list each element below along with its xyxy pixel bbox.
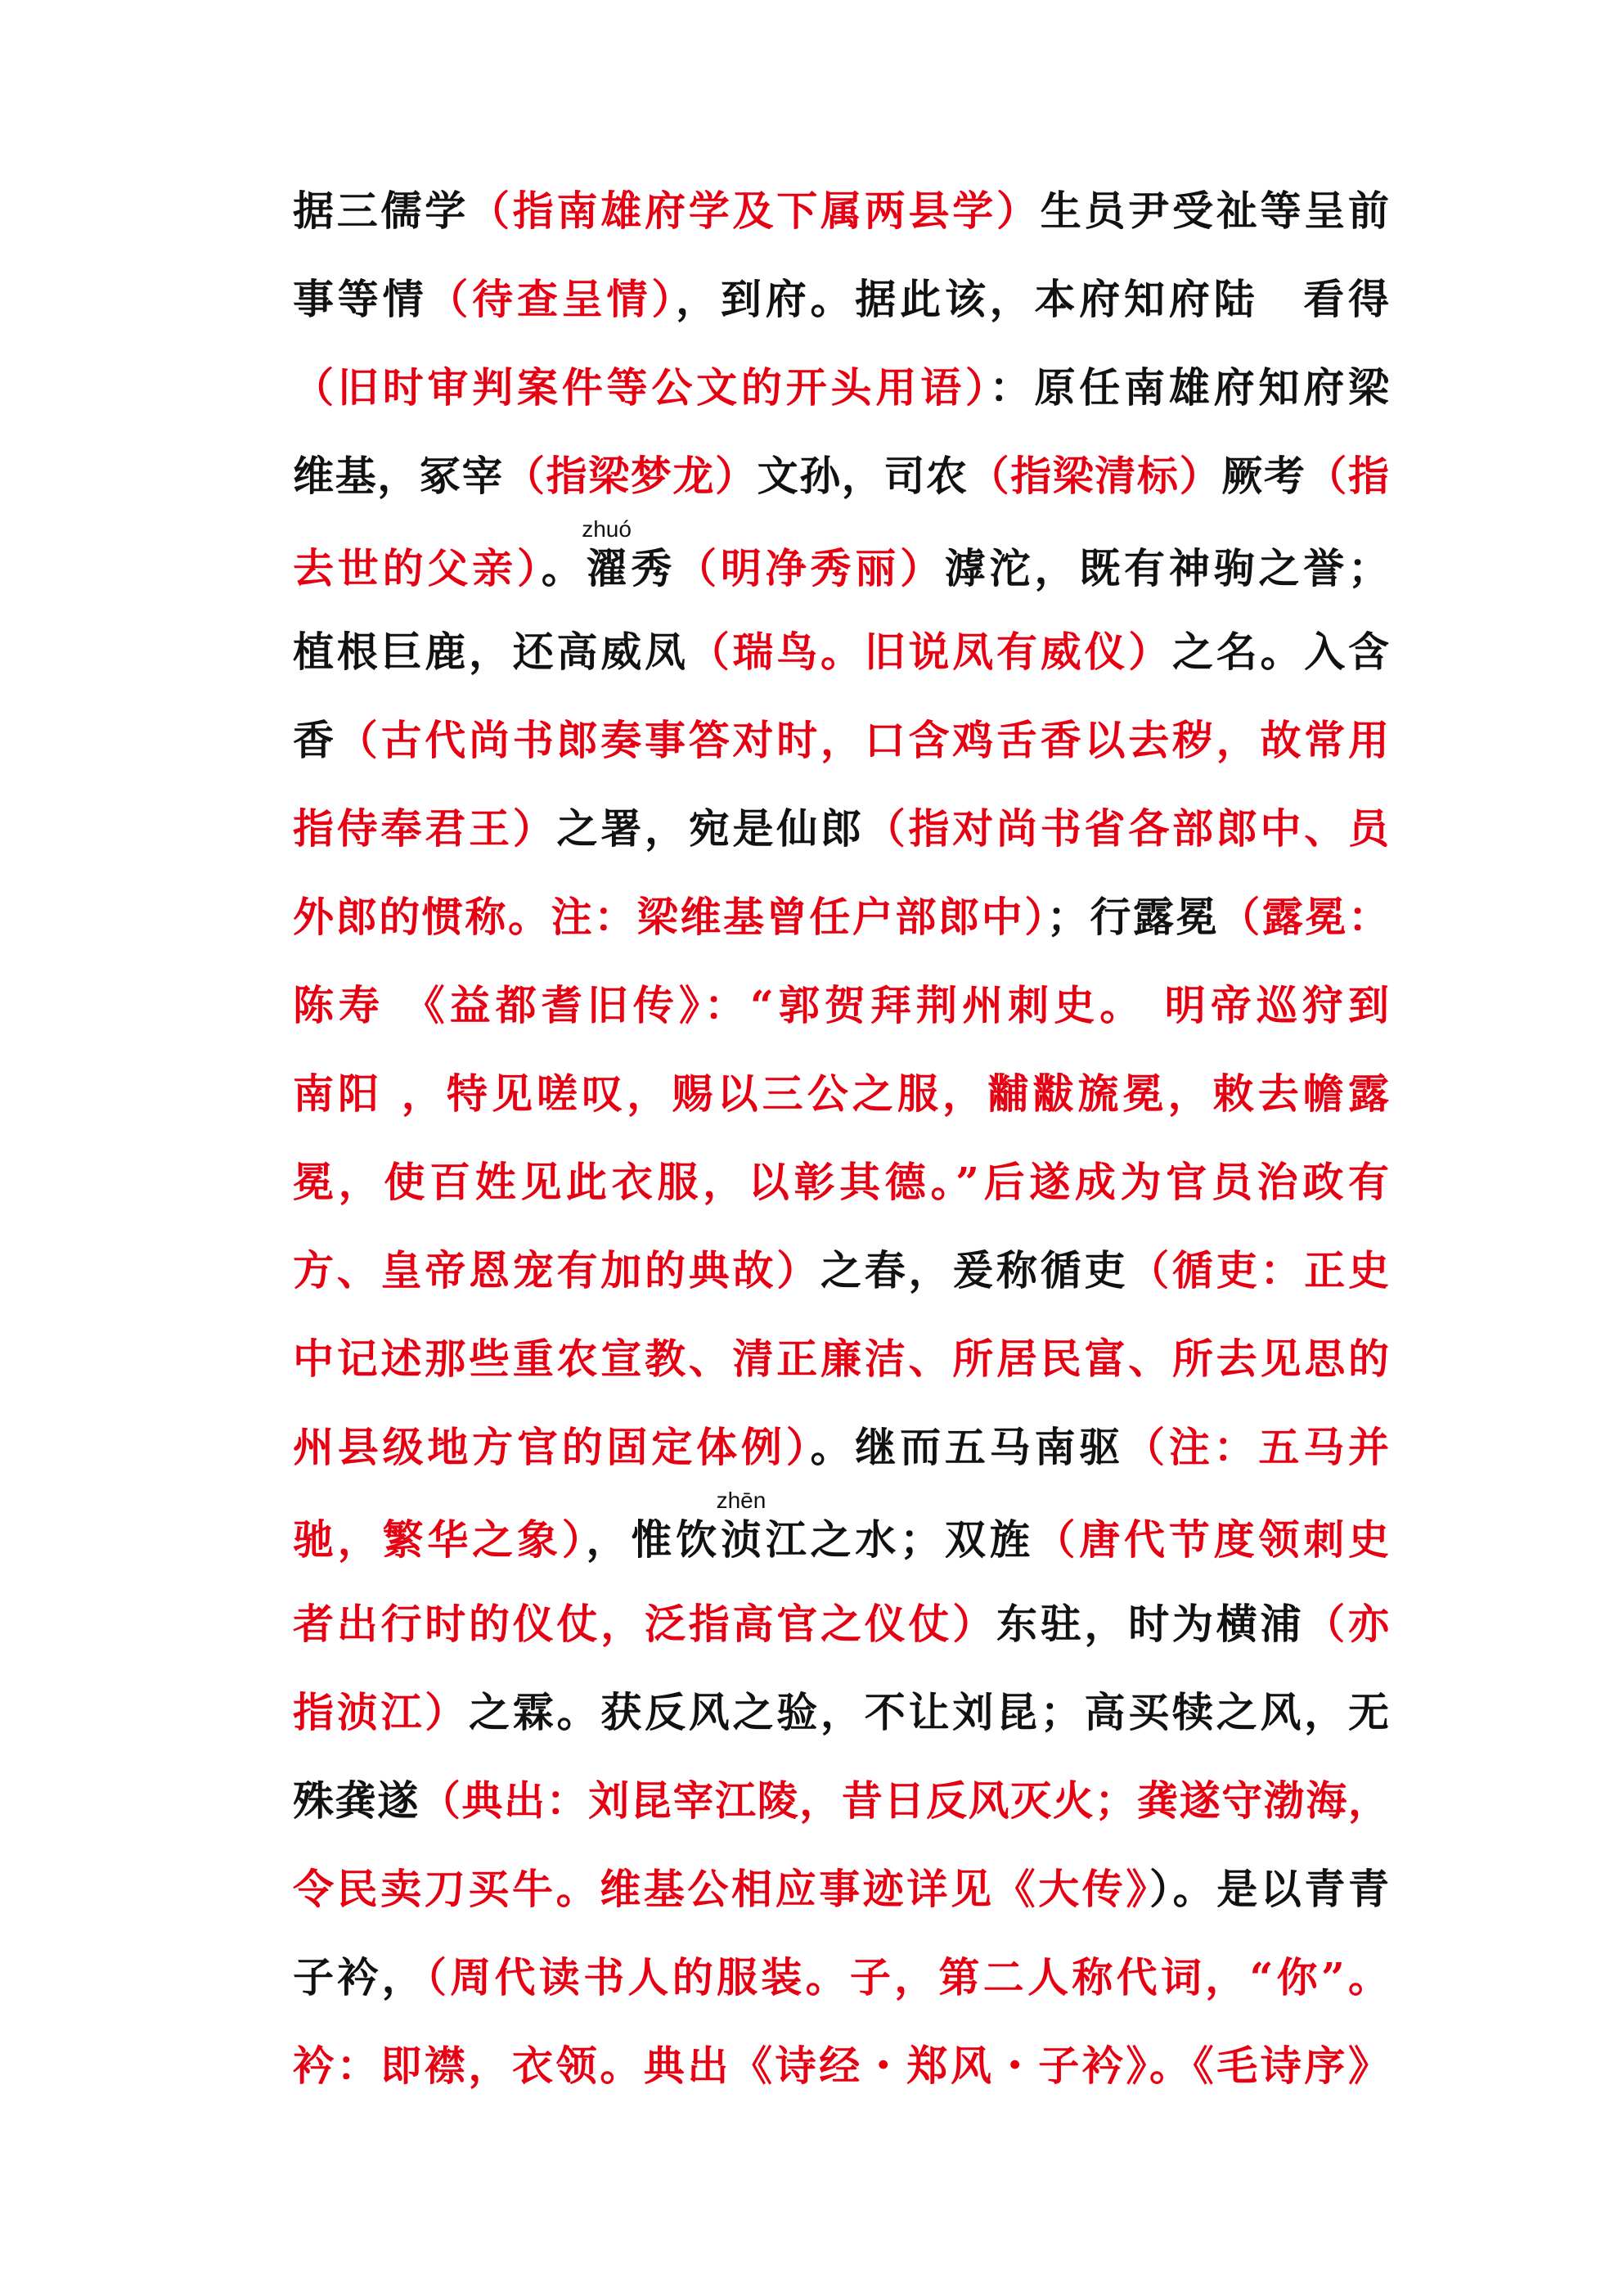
body-text: 殊龚遂	[293, 1776, 420, 1825]
text-line	[293, 516, 1390, 601]
annotation-text: （指梁清标）	[968, 452, 1222, 500]
body-text: 生员尹受祉等呈前	[1040, 187, 1389, 235]
body-text: 。继而五马南驱	[810, 1423, 1125, 1471]
annotated-character	[582, 516, 632, 601]
text-line	[293, 885, 1389, 950]
annotation-text: （周代读书人的服装。子，第二人称代词，“你”。	[425, 1953, 1389, 2001]
text-line	[293, 1857, 1389, 1922]
body-text: 秀	[627, 544, 677, 592]
annotation-text: 州县级地方官的固定体例）	[293, 1423, 811, 1471]
body-text: 文孙，司农	[757, 452, 969, 500]
text-line	[293, 443, 1389, 509]
text-line	[293, 708, 1389, 773]
text-line	[293, 355, 1389, 421]
text-line	[293, 178, 1389, 244]
text-line	[293, 1945, 1389, 2010]
annotation-text: 中记述那些重农宣教、清正廉洁、所居民富、所去见思的	[293, 1335, 1389, 1383]
annotation-text: （亦	[1304, 1600, 1389, 1648]
base-character: 濯	[586, 544, 627, 592]
body-text: 植根巨鹿，还高威凤	[293, 628, 689, 676]
text-line	[293, 1326, 1389, 1392]
text-line	[293, 1238, 1389, 1303]
annotation-text: 外郎的惯称。注：梁维基曾任户部郎中）	[293, 893, 1047, 941]
body-text: ；行露冕	[1046, 893, 1220, 941]
annotation-text: 令民卖刀买牛。维基公相应事迹详见《大传》	[293, 1865, 1149, 1913]
text-line	[293, 2033, 1389, 2099]
text-line	[293, 1680, 1389, 1745]
body-text: 滹沱，既有神驹之誉；	[944, 544, 1390, 592]
annotation-text: （典出：刘昆宰江陵，昔日反风灭火；龚遂守渤海，	[419, 1776, 1390, 1825]
annotation-text: （明净秀丽）	[676, 544, 945, 592]
body-text: 之春，爰称循吏	[820, 1246, 1129, 1294]
annotation-text: （循吏：正史	[1128, 1246, 1389, 1294]
annotated-character	[716, 1488, 767, 1573]
body-text: 。	[541, 544, 587, 592]
annotation-text: 陈寿 《益都耆旧传》：“郭贺拜荆州刺史。 明帝巡狩到	[293, 981, 1389, 1029]
body-text: ，到府。据此该，本府知府陆 看得	[676, 275, 1389, 323]
annotation-text: （指对尚书省各部郎中、员	[864, 804, 1389, 853]
annotation-text: 指侍奉君王）	[293, 804, 557, 853]
annotation-text: （注：五马并	[1124, 1423, 1390, 1471]
text-line	[293, 1488, 1390, 1573]
annotation-text: 南阳 ，特见嗟叹，赐以三公之服，黼黻旒冕，敕去幨露	[293, 1069, 1389, 1118]
annotation-text: （指南雄府学及下属两县学）	[469, 187, 1041, 235]
annotation-text: 冕，使百姓见此衣服，以彰其德。”后遂成为官员治政有	[293, 1158, 1389, 1206]
body-text: 据三儒学	[293, 187, 469, 235]
pinyin-annotation: zhuó	[582, 516, 632, 542]
annotation-text: （旧时审判案件等公文的开头用语）	[293, 363, 990, 412]
body-text: 之署，宛是仙郎	[556, 804, 865, 853]
text-line	[293, 267, 1389, 332]
body-text: 事等情	[293, 275, 428, 323]
text-line	[293, 1150, 1389, 1215]
text-line	[293, 1415, 1389, 1480]
annotation-text: 衿：即襟，衣领。典出《诗经・郑风・子衿》。《毛诗序》	[293, 2042, 1389, 2090]
annotation-text: （古代尚书郎奏事答对时，口含鸡舌香以去秽，故常用	[336, 716, 1389, 764]
body-text: ：原任南雄府知府梁	[989, 363, 1390, 412]
body-text: ）。是以青青	[1149, 1865, 1389, 1913]
body-text: 东驻，时为横浦	[996, 1600, 1305, 1648]
body-text: 厥考	[1221, 452, 1306, 500]
annotation-text: （瑞鸟。旧说凤有威仪）	[688, 628, 1172, 676]
pinyin-annotation: zhēn	[716, 1488, 767, 1513]
body-text: 维基，冢宰	[293, 452, 504, 500]
annotation-text: 指浈江）	[293, 1688, 469, 1736]
body-text: 香	[293, 716, 337, 764]
annotation-text: （指梁梦龙）	[504, 452, 758, 500]
text-line	[293, 619, 1389, 685]
annotation-text: 驰，繁华之象）	[293, 1515, 587, 1564]
body-text: 之霖。获反风之验，不让刘昆；高买犊之风，无	[469, 1688, 1389, 1736]
annotation-text: （待查呈情）	[427, 275, 677, 323]
annotation-text: 者出行时的仪仗，泛指高官之仪仗）	[293, 1600, 996, 1648]
body-text: 江之水；双旌	[761, 1515, 1035, 1564]
text-line	[293, 796, 1389, 862]
text-line	[293, 1591, 1389, 1657]
annotation-text: （唐代节度领刺史	[1034, 1515, 1390, 1564]
base-character: 浈	[720, 1515, 762, 1564]
text-line	[293, 1061, 1389, 1127]
body-text: 之名。入含	[1172, 628, 1389, 676]
annotation-text: （露冕：	[1219, 893, 1390, 941]
annotation-text: 方、皇帝恩宠有加的典故）	[293, 1246, 820, 1294]
annotation-text: 去世的父亲）	[293, 544, 542, 592]
annotation-text: （指	[1306, 452, 1390, 500]
body-text: ，惟饮	[586, 1515, 721, 1564]
text-line	[293, 973, 1389, 1038]
text-line	[293, 1768, 1389, 1834]
body-text: 子衿，	[293, 1953, 426, 2001]
